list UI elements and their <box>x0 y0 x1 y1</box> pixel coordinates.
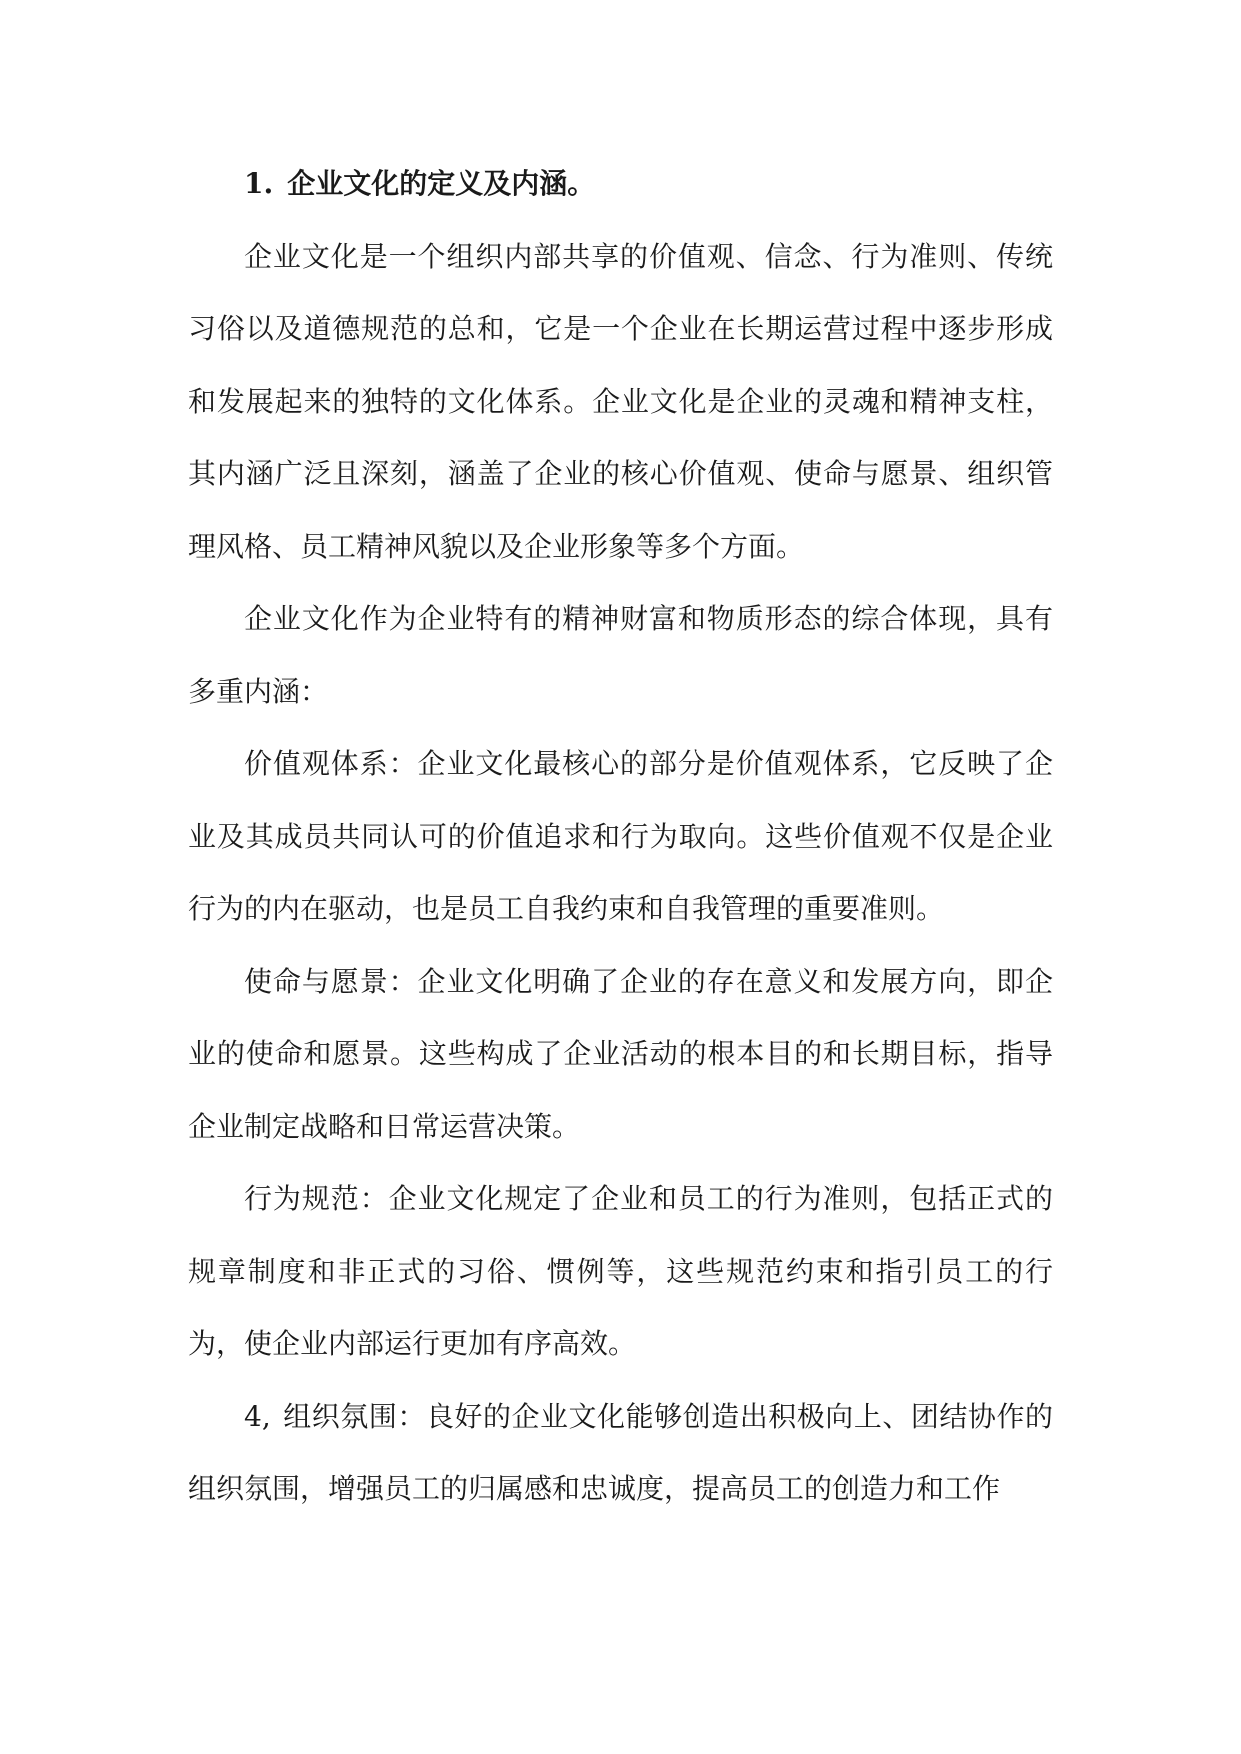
list-item-text: 组织氛围：良好的企业文化能够创造出积极向上、团结协作的组织氛围，增强员工的归属感和忠诚度，提高员工的创造力和工作 <box>188 1399 1053 1505</box>
paragraph-mission-vision: 使命与愿景：企业文化明确了企业的存在意义和发展方向，即企业的使命和愿景。这些构成了企业活动的根本目的和长期目标，指导企业制定战略和日常运营决策。 <box>188 964 1053 1143</box>
section-title: 企业文化的定义及内涵。 <box>287 167 596 200</box>
paragraph-connotation-intro: 企业文化作为企业特有的精神财富和物质形态的综合体现，具有多重内涵： <box>188 602 1053 708</box>
section-heading <box>188 148 1053 221</box>
paragraph-definition: 企业文化是一个组织内部共享的价值观、信念、行为准则、传统习俗以及道德规范的总和，它是一个企业在长期运营过程中逐步形成和发展起来的独特的文化体系。企业文化是企业的灵魂和精神支柱，其内涵广泛且深刻，涵盖了企业的核心价值观、使命与愿景、组织管理风格、员工精神风貌以及企业形象等多个方面。 <box>188 239 1053 563</box>
section-number: 1. <box>244 167 274 200</box>
list-item-number: 4, <box>244 1399 271 1433</box>
paragraph-value-system: 价值观体系：企业文化最核心的部分是价值观体系，它反映了企业及其成员共同认可的价值追求和行为取向。这些价值观不仅是企业行为的内在驱动，也是员工自我约束和自我管理的重要准则。 <box>188 747 1053 925</box>
paragraph-organizational-atmosphere <box>188 1381 1053 1526</box>
document-body <box>188 148 1053 1526</box>
paragraph-behavior-norms: 行为规范：企业文化规定了企业和员工的行为准则，包括正式的规章制度和非正式的习俗、惯例等，这些规范约束和指引员工的行为，使企业内部运行更加有序高效。 <box>188 1182 1053 1360</box>
